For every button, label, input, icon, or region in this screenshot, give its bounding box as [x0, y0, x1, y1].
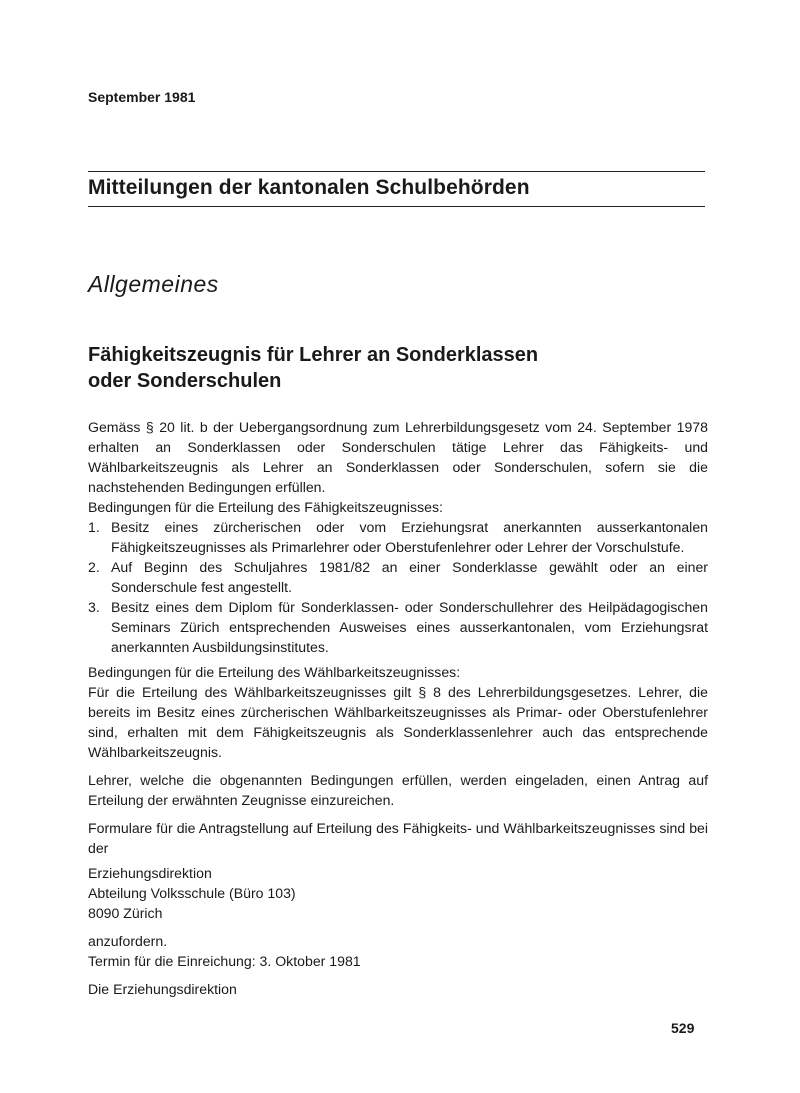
section-rule-bottom [88, 206, 705, 207]
address-line-3: 8090 Zürich [88, 905, 163, 921]
page-number: 529 [671, 1020, 695, 1036]
condition-text: Auf Beginn des Schuljahres 1981/82 an einer Sonderklasse gewählt oder an einer Sonderschule fest angestellt. [111, 559, 708, 595]
section-title: Mitteilungen der kantonalen Schulbehörden [88, 176, 530, 199]
section-rule-top [88, 171, 705, 172]
forms-paragraph: Formulare für die Antragstellung auf Erteilung des Fähigkeits- und Wählbarkeitszeugnisses sind bei der [88, 820, 708, 856]
eligibility-heading: Bedingungen für die Erteilung des Wählbarkeitszeugnisses: [88, 664, 461, 680]
address-line-2: Abteilung Volksschule (Büro 103) [88, 885, 296, 901]
condition-item [88, 517, 708, 557]
article-title-line-1: Fähigkeitszeugnis für Lehrer an Sonderklassen [88, 344, 539, 366]
condition-item [88, 597, 708, 657]
article-title-line-2: oder Sonderschulen [88, 370, 282, 392]
conditions-heading: Bedingungen für die Erteilung des Fähigkeitszeugnisses: [88, 499, 443, 515]
invitation-paragraph: Lehrer, welche die obgenannten Bedingungen erfüllen, werden eingeladen, einen Antrag auf Erteilung der erwähnten Zeugnisse einzureichen. [88, 772, 708, 808]
signature-line: Die Erziehungsdirektion [88, 981, 237, 997]
condition-text: Besitz eines zürcherischen oder vom Erziehungsrat anerkannten ausserkantonalen Fähigkeitszeugnisses als Primarlehrer oder Oberstufenlehrer oder Lehrer der Vorschulstufe. [111, 519, 708, 555]
condition-text: Besitz eines dem Diplom für Sonderklassen- oder Sonderschullehrer des Heilpädagogischen Seminars Zürich entsprechenden Ausweises eines ausserkantonalen, vom Erziehungsrat anerkannten Ausbildungsinstitutes. [111, 599, 708, 655]
article-title [88, 342, 688, 394]
condition-number: 3. [88, 599, 100, 615]
eligibility-paragraph: Für die Erteilung des Wählbarkeitszeugnisses gilt § 8 des Lehrerbildungsgesetzes. Lehrer, die bereits im Besitz eines zürcherischen Wählbarkeitszeugnisses als Primar- oder Oberstufenlehrer sind, erhalten mit dem Fähigkeitszeugnis als Sonderklassenlehrer auch das entsprechende Wählbarkeitszeugnis. [88, 684, 708, 760]
address-block [88, 863, 708, 923]
deadline-line: Termin für die Einreichung: 3. Oktober 1981 [88, 953, 361, 969]
conditions-list [88, 517, 708, 657]
condition-number: 2. [88, 559, 100, 575]
condition-number: 1. [88, 519, 100, 535]
issue-date: September 1981 [88, 89, 196, 105]
address-line-1: Erziehungsdirektion [88, 865, 212, 881]
request-line: anzufordern. [88, 933, 168, 949]
category-heading: Allgemeines [88, 271, 219, 297]
article-body [88, 417, 708, 999]
condition-item [88, 557, 708, 597]
intro-paragraph: Gemäss § 20 lit. b der Uebergangsordnung zum Lehrerbildungsgesetz vom 24. September 1978 erhalten an Sonderklassen oder Sonderschulen tätige Lehrer das Fähigkeits- und Wählbarkeitszeugnis als Lehrer an Sonderklassen oder Sonderschulen, sofern sie die nachstehenden Bedingungen erfüllen. [88, 419, 708, 495]
